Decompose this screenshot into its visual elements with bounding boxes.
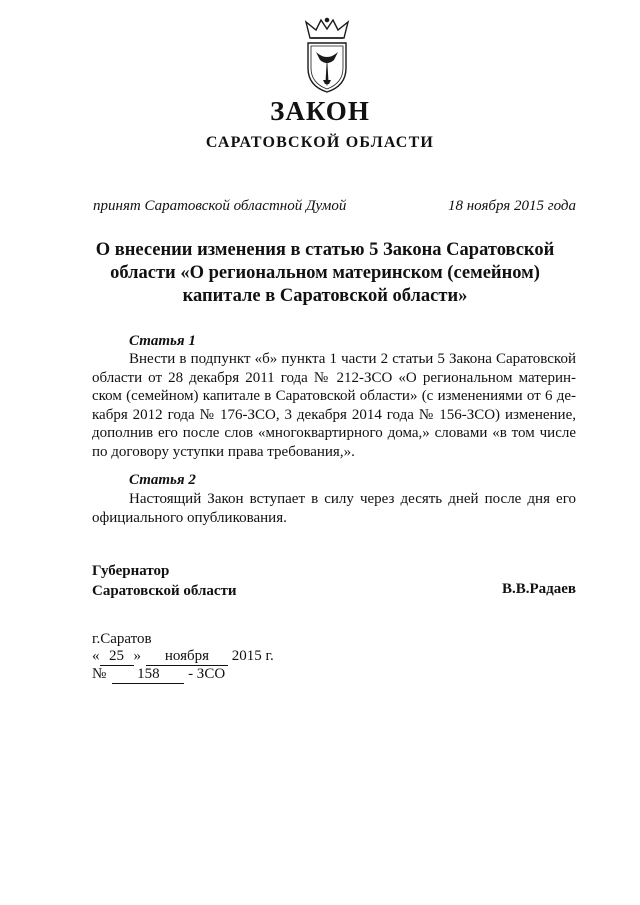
document-title-line: О внесении изменения в статью 5 Закона Саратовской: [95, 240, 555, 260]
document-title-line: капитале в Саратовской области»: [182, 286, 468, 306]
signing-details: [92, 631, 274, 684]
region-title: САРАТОВСКОЙ ОБЛАСТИ: [205, 134, 435, 151]
paragraph-line: дополнив его после слов «многоквартирного дома,» словами «в том числе: [92, 425, 576, 442]
article-2-title: Статья 2: [129, 472, 196, 488]
signing-year: 2015 г.: [231, 648, 274, 664]
quote-close: »: [133, 648, 141, 664]
document-title-line: области «О региональном материнском (семейном): [110, 263, 540, 283]
document-title: [80, 239, 570, 308]
number-suffix: - ЗСО: [188, 666, 226, 682]
law-number: [92, 666, 274, 684]
law-number-value: 158: [112, 666, 184, 684]
law-title: ЗАКОН: [270, 96, 370, 126]
governor-region: Саратовской области: [92, 583, 237, 599]
governor-title: [92, 561, 237, 601]
paragraph-line: ском (семейном) капитале в Саратовской области» (с изменениями от 6 де-: [92, 388, 576, 405]
signing-month: ноября: [146, 648, 228, 666]
quote-open: «: [92, 648, 100, 664]
paragraph-line: области от 28 декабря 2011 года № 212-ЗСО «О региональном материн-: [92, 369, 576, 386]
governor-position: Губернатор: [92, 563, 170, 579]
governor-name: В.В.Радаев: [501, 581, 576, 597]
signing-date: [92, 648, 274, 666]
signing-day: 25: [100, 648, 134, 666]
paragraph-line: официального опубликования.: [92, 509, 287, 526]
paragraph-line: кабря 2012 года № 176-ЗСО, 3 декабря 2014 года № 156-ЗСО) изменение,: [92, 406, 576, 423]
paragraph-line: Настоящий Закон вступает в силу через десять дней после дня его: [129, 491, 576, 507]
paragraph-line: Внести в подпункт «б» пункта 1 части 2 статьи 5 Закона Саратовской: [129, 351, 576, 367]
number-prefix: №: [92, 666, 107, 682]
adoption-date: 18 ноября 2015 года: [447, 198, 576, 214]
adopted-by-text: принят Саратовской областной Думой: [93, 198, 347, 214]
signing-city: г.Саратов: [92, 631, 152, 647]
article-1-text: [92, 350, 576, 462]
article-1-title: Статья 1: [129, 333, 196, 349]
coat-of-arms-icon: [298, 16, 356, 94]
article-2-text: [92, 490, 576, 527]
paragraph-line: по договору уступки права требования,».: [92, 443, 355, 460]
